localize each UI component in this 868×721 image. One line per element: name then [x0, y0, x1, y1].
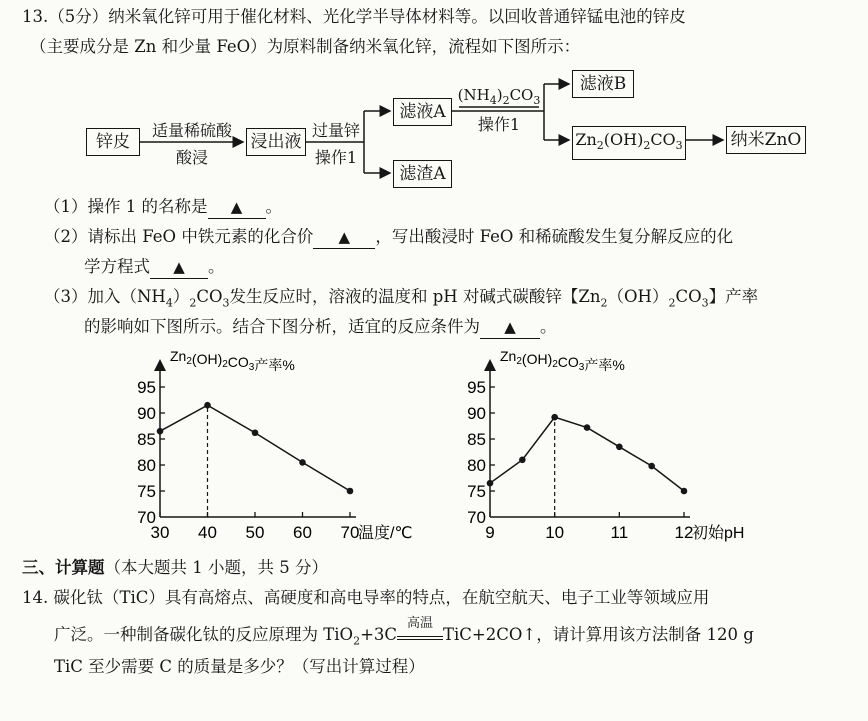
y-tick-label: 80: [467, 456, 486, 475]
x-tick-label: 10: [545, 523, 565, 542]
q13-part2-line1: （2）请标出 FeO 中铁元素的化合价 ▲ ，写出酸浸时 FeO 和稀硫酸发生复分解反应的化: [44, 226, 733, 249]
data-point: [551, 414, 558, 421]
x-axis-label: 初始pH: [692, 525, 745, 542]
step3-operation-label: 操作1: [477, 115, 521, 134]
y-tick-label: 75: [137, 482, 156, 501]
data-point: [519, 457, 526, 464]
data-point: [299, 459, 306, 466]
ph-yield-chart: [465, 340, 765, 550]
y-tick-label: 95: [467, 378, 486, 397]
y-tick-label: 75: [467, 482, 486, 501]
data-point: [487, 480, 494, 487]
y-axis-label: $Zn_2(OH)_2CO_3$产率%: [170, 348, 295, 373]
section3-heading: 三、计算题（本大题共 1 小题，共 5 分）: [22, 558, 328, 577]
data-point: [157, 428, 164, 435]
step2-reagent-label: 过量锌: [311, 121, 360, 140]
x-axis-label: 温度/℃: [358, 525, 413, 542]
series-line: [160, 405, 350, 491]
y-tick-label: 70: [467, 508, 486, 527]
y-tick-label: 90: [467, 404, 486, 423]
q13-part1: （1）操作 1 的名称是 ▲ 。: [44, 196, 282, 219]
answer-blank-3[interactable]: ▲: [150, 256, 208, 279]
x-tick-label: 50: [245, 523, 265, 542]
basic-zinc-carbonate-box: $Zn_2(OH)_2CO_3$: [572, 126, 686, 160]
x-tick-label: 12: [674, 523, 694, 542]
q13-line1: 13.（5分）纳米氧化锌可用于催化材料、光化学半导体材料等。以回收普通锌锰电池的锌皮: [22, 7, 686, 26]
x-tick-label: 11: [610, 523, 629, 542]
data-point: [252, 429, 259, 436]
reaction-condition: 高温: [397, 627, 443, 640]
y-tick-label: 90: [137, 404, 156, 423]
q14-line2: 广泛。一种制备碳化钛的反应原理为 TiO$_2$+3C 高温 TiC+2CO↑，请计算用该方法制备 120 g: [54, 616, 754, 648]
filtrate-a-box: 滤液A: [393, 98, 452, 126]
q13-part3-line1: （3）加入$(NH_4)_2CO_3$发生反应时，溶液的温度和 pH 对碱式碳酸锌【$Zn_2(OH)_2CO_3$】产率: [44, 287, 759, 310]
filtrate-b-box: 滤液B: [572, 70, 634, 98]
step1-operation-label: 酸浸: [175, 148, 208, 167]
q13-part2-line2: 学方程式 ▲ 。: [84, 256, 225, 279]
x-tick-label: 30: [150, 523, 170, 542]
x-tick-label: 9: [485, 523, 495, 542]
step2-operation-label: 操作1: [314, 148, 358, 167]
data-point: [347, 488, 354, 495]
x-tick-label: 60: [293, 523, 312, 542]
y-tick-label: 70: [137, 508, 156, 527]
step3-reagent-label: $(NH_4)_2CO_3$: [457, 86, 541, 107]
data-point: [204, 402, 211, 409]
data-point: [648, 463, 655, 470]
q14-line1: 14. 碳化钛（TiC）具有高熔点、高硬度和高电导率的特点，在航空航天、电子工业等领域应用: [22, 588, 710, 607]
q14-line3: TiC 至少需要 C 的质量是多少？（写出计算过程）: [54, 657, 425, 676]
step1-reagent-label: 适量稀硫酸: [151, 121, 232, 140]
y-tick-label: 95: [137, 378, 156, 397]
data-point: [584, 424, 591, 431]
q13-line2: （主要成分是 Zn 和少量 FeO）为原料制备纳米氧化锌，流程如下图所示：: [30, 37, 581, 56]
residue-a-box: 滤渣A: [393, 160, 452, 188]
zinc-skin-box: 锌皮: [86, 128, 140, 156]
data-point: [616, 444, 623, 451]
y-axis-label: $Zn_2(OH)_2CO_3$产率%: [500, 348, 625, 373]
data-point: [681, 488, 688, 495]
x-tick-label: 40: [198, 523, 217, 542]
answer-blank-1[interactable]: ▲: [208, 196, 266, 219]
temperature-yield-chart: [130, 340, 420, 550]
leach-solution-box: 浸出液: [246, 128, 306, 156]
answer-blank-2[interactable]: ▲: [313, 226, 375, 249]
y-tick-label: 85: [467, 430, 486, 449]
x-tick-label: 70: [340, 523, 360, 542]
q13-part3-line2: 的影响如下图所示。结合下图分析，适宜的反应条件为 ▲ 。: [84, 316, 557, 339]
y-tick-label: 85: [137, 430, 156, 449]
nano-zno-box: 纳米ZnO: [726, 126, 806, 154]
answer-blank-4[interactable]: ▲: [480, 316, 540, 339]
y-tick-label: 80: [137, 456, 156, 475]
